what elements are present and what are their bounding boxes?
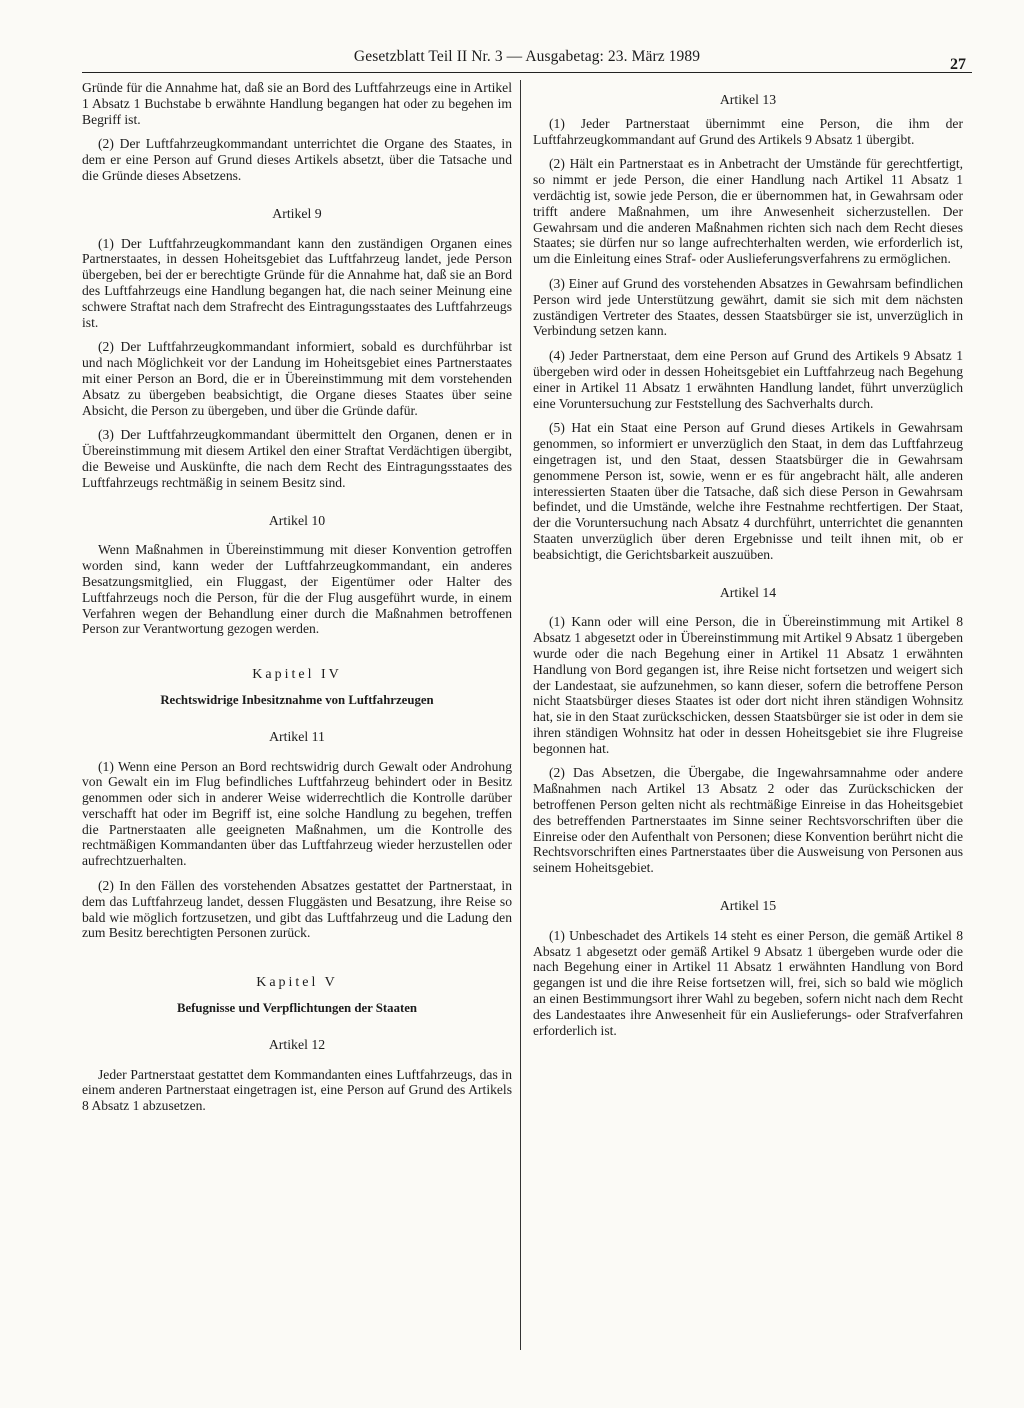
chapter-4-subtitle: Rechtswidrige Inbesitznahme von Luftfahrzeugen	[160, 692, 434, 707]
right-column	[533, 80, 963, 1047]
article-14-title: Artikel 14	[719, 584, 777, 600]
paragraph-art13-2: (2) Hält ein Partnerstaat es in Anbetracht der Umstände für gerechtfertigt, so nimmt er jede Person, die einer Handlung nach Artikel 11 Absatz 1 verdächtig ist, sowie jede Person, die er übernommen hat, in Gewahrsam oder trifft andere Maßnahmen, um ihre Anwesenheit sicherzustellen. Der Gewahrsam und die anderen Maßnahmen richten sich nach dem Recht dieses Staates; sie dürfen nur so lange aufrechterhalten werden, wie erforderlich ist, um die Einleitung eines Straf- oder Auslieferungsverfahrens zu ermöglichen.	[533, 156, 963, 267]
paragraph-art13-4: (4) Jeder Partnerstaat, dem eine Person auf Grund des Artikels 9 Absatz 1 übergeben wird oder in dessen Hoheitsgebiet ein Luftfahrzeug nach Begehung einer in Artikel 11 Absatz 1 erwähnten Handlung landet, führt unverzüglich eine Voruntersuchung zur Feststellung des Sachverhalts durch.	[533, 348, 963, 411]
paragraph-art11-1: (1) Wenn eine Person an Bord rechtswidrig durch Gewalt oder Androhung von Gewalt ein im Flug befindliches Luftfahrzeug behindert oder in Besitz genommen oder sich in anderer Weise widerrechtlich die Kontrolle darüber verschafft hat oder im Begriff ist, eine solche Handlung zu begehen, treffen die Partnerstaaten alle geeigneten Maßnahmen, um die Kontrolle des rechtmäßigen Kommandanten über das Luftfahrzeug wieder herzustellen oder aufrechtzuerhalten.	[82, 758, 512, 869]
article-9-title: Artikel 9	[272, 205, 322, 221]
paragraph-art8-2: (2) Der Luftfahrzeugkommandant unterrichtet die Organe des Staates, in dem er eine Person auf Grund dieses Artikels absetzt, über die Tatsache und die Gründe dieses Absetzens.	[82, 136, 512, 183]
article-12-title: Artikel 12	[268, 1036, 326, 1052]
paragraph-art10: Wenn Maßnahmen in Übereinstimmung mit dieser Konvention getroffen worden sind, kann weder der Luftfahrzeugkommandant, ein anderes Besatzungsmitglied, ein Fluggast, der Eigentümer oder Halter des Luftfahrzeugs noch die Person, für die der Flug ausgeführt wurde, in einem Verfahren wegen der Behandlung einer durch die Maßnahmen betroffenen Person zur Verantwortung gezogen werden.	[82, 542, 512, 637]
paragraph-art12: Jeder Partnerstaat gestattet dem Kommandanten eines Luftfahrzeugs, das in einem anderen Partnerstaat eingetragen ist, eine Person auf Grund des Artikels 8 Absatz 1 abzusetzen.	[82, 1066, 512, 1114]
page-header	[82, 46, 972, 73]
page-number: 27	[950, 56, 966, 73]
paragraph-art8-cont: Gründe für die Annahme hat, daß sie an Bord des Luftfahrzeugs eine in Artikel 1 Absatz 1 Buchstabe b erwähnte Handlung begangen hat oder zu begehen im Begriff ist.	[82, 80, 512, 127]
paragraph-art13-5: (5) Hat ein Staat eine Person auf Grund dieses Artikels in Gewahrsam genommen, so informiert er unverzüglich den Staat, in dem das Luftfahrzeug eingetragen ist, und den Staat, dessen Staatsbürger die in Gewahrsam genommene Person ist, sowie, wenn er es für angebracht hält, alle anderen interessierten Staaten über die Tatsache, daß sich diese Person in Gewahrsam befindet, und die Umstände, welche ihre Festnahme rechtfertigen. Der Staat, der die Voruntersuchung nach Absatz 4 durchführt, unterrichtet die genannten Staaten unverzüglich über deren Ergebnisse und teilt ihnen mit, ob er beabsichtigt, die Gerichtsbarkeit auszuüben.	[533, 420, 963, 562]
left-column	[82, 80, 512, 1123]
article-10-title: Artikel 10	[268, 512, 326, 528]
article-15-title: Artikel 15	[719, 898, 777, 914]
chapter-5-title: Kapitel V	[256, 975, 338, 991]
chapter-4-title: Kapitel IV	[252, 667, 342, 683]
paragraph-art9-2: (2) Der Luftfahrzeugkommandant informiert, sobald es durchführbar ist und nach Möglichkeit vor der Landung im Hoheitsgebiet eines Partnerstaates mit einer Person an Bord, die er in Übereinstimmung mit dem vorstehenden Absatz zu übergeben beabsichtigt, die Organe dieses Staates über seine Absicht, die Person zu übergeben, und über die Gründe dafür.	[82, 339, 512, 418]
chapter-5-subtitle: Befugnisse und Verpflichtungen der Staaten	[176, 1001, 418, 1016]
paragraph-art14-1: (1) Kann oder will eine Person, die in Übereinstimmung mit Artikel 8 Absatz 1 abgesetzt oder in Übereinstimmung mit Artikel 9 Absatz 1 übergeben wurde oder die nach Begehung einer in Artikel 11 Absatz 1 erwähnten Handlung von Bord gegangen ist, ihre Reise nicht fortsetzen und weigert sich der Landestaat, sie aufzunehmen, so kann dieser, sofern die betroffene Person nicht Staatsbürger dieses Staates ist oder dort nicht ihren ständigen Wohnsitz hat, sie in den Staat zurückschicken, dessen Staatsbürger sie ist oder in dem sie ihren ständigen Wohnsitz hat oder in dessen Hoheitsgebiet sie ihre Flugreise begonnen hat.	[533, 614, 963, 756]
column-divider	[520, 80, 521, 1350]
paragraph-art9-3: (3) Der Luftfahrzeugkommandant übermittelt den Organen, denen er in Übereinstimmung mit diesem Artikel den einer Straftat Verdächtigen übergibt, die Beweise und Auskünfte, die nach dem Recht des Eintragungsstaates des Luftfahrzeugs rechtmäßig in seinem Besitz sind.	[82, 427, 512, 490]
paragraph-art15-1: (1) Unbeschadet des Artikels 14 steht es einer Person, die gemäß Artikel 8 Absatz 1 abgesetzt oder gemäß Artikel 9 Absatz 1 übergeben wurde oder die nach Begehung einer in Artikel 11 Absatz 1 erwähnten Handlung von Bord gegangen ist und die ihre Reise fortsetzen will, frei, sich so bald wie möglich an einen Bestimmungsort ihrer Wahl zu begeben, sofern nicht nach dem Recht des Landestaates ihre Anwesenheit für ein Auslieferungs- oder Strafverfahren erforderlich ist.	[533, 927, 963, 1038]
header-title: Gesetzblatt Teil II Nr. 3 — Ausgabetag: 23. März 1989	[353, 48, 701, 65]
paragraph-art11-2: (2) In den Fällen des vorstehenden Absatzes gestattet der Partnerstaat, in dem das Luftfahrzeug landet, dessen Fluggästen und Besatzung, ihre Reise so bald wie möglich fortzusetzen, und gibt das Luftfahrzeug und die Ladung den zum Besitz berechtigten Personen zurück.	[82, 878, 512, 941]
paragraph-art14-2: (2) Das Absetzen, die Übergabe, die Ingewahrsamnahme oder andere Maßnahmen nach Artikel 13 Absatz 2 oder das Zurückschicken der betroffenen Person gelten nicht als rechtmäßige Einreise in das Hoheitsgebiet des betreffenden Partnerstaates im Sinne seiner Rechtsvorschriften über die Einreise oder den Aufenthalt von Personen; diese Konvention berührt nicht die Rechtsvorschriften eines Partnerstaates über die Ausweisung von Personen aus seinem Hoheitsgebiet.	[533, 765, 963, 876]
article-13-title: Artikel 13	[719, 92, 777, 107]
paragraph-art9-1: (1) Der Luftfahrzeugkommandant kann den zuständigen Organen eines Partnerstaates, in dessen Hoheitsgebiet das Luftfahrzeug landet, jede Person übergeben, bei der er berechtigte Gründe für die Annahme hat, daß sie an Bord des Luftfahrzeugs eine Handlung begangen hat, die nach seiner Meinung eine schwere Straftat nach dem Strafrecht des Eintragungsstaates des Luftfahrzeugs ist.	[82, 235, 512, 330]
paragraph-art13-1: (1) Jeder Partnerstaat übernimmt eine Person, die ihm der Luftfahrzeugkommandant auf Grund des Artikels 9 Absatz 1 übergibt.	[533, 115, 963, 147]
paragraph-art13-3: (3) Einer auf Grund des vorstehenden Absatzes in Gewahrsam befindlichen Person wird jede Unterstützung gewährt, damit sie sich mit dem nächsten zuständigen Vertreter des Staates, dessen Staatsbürger sie ist, unverzüglich in Verbindung setzen kann.	[533, 275, 963, 339]
article-11-title: Artikel 11	[269, 728, 325, 744]
